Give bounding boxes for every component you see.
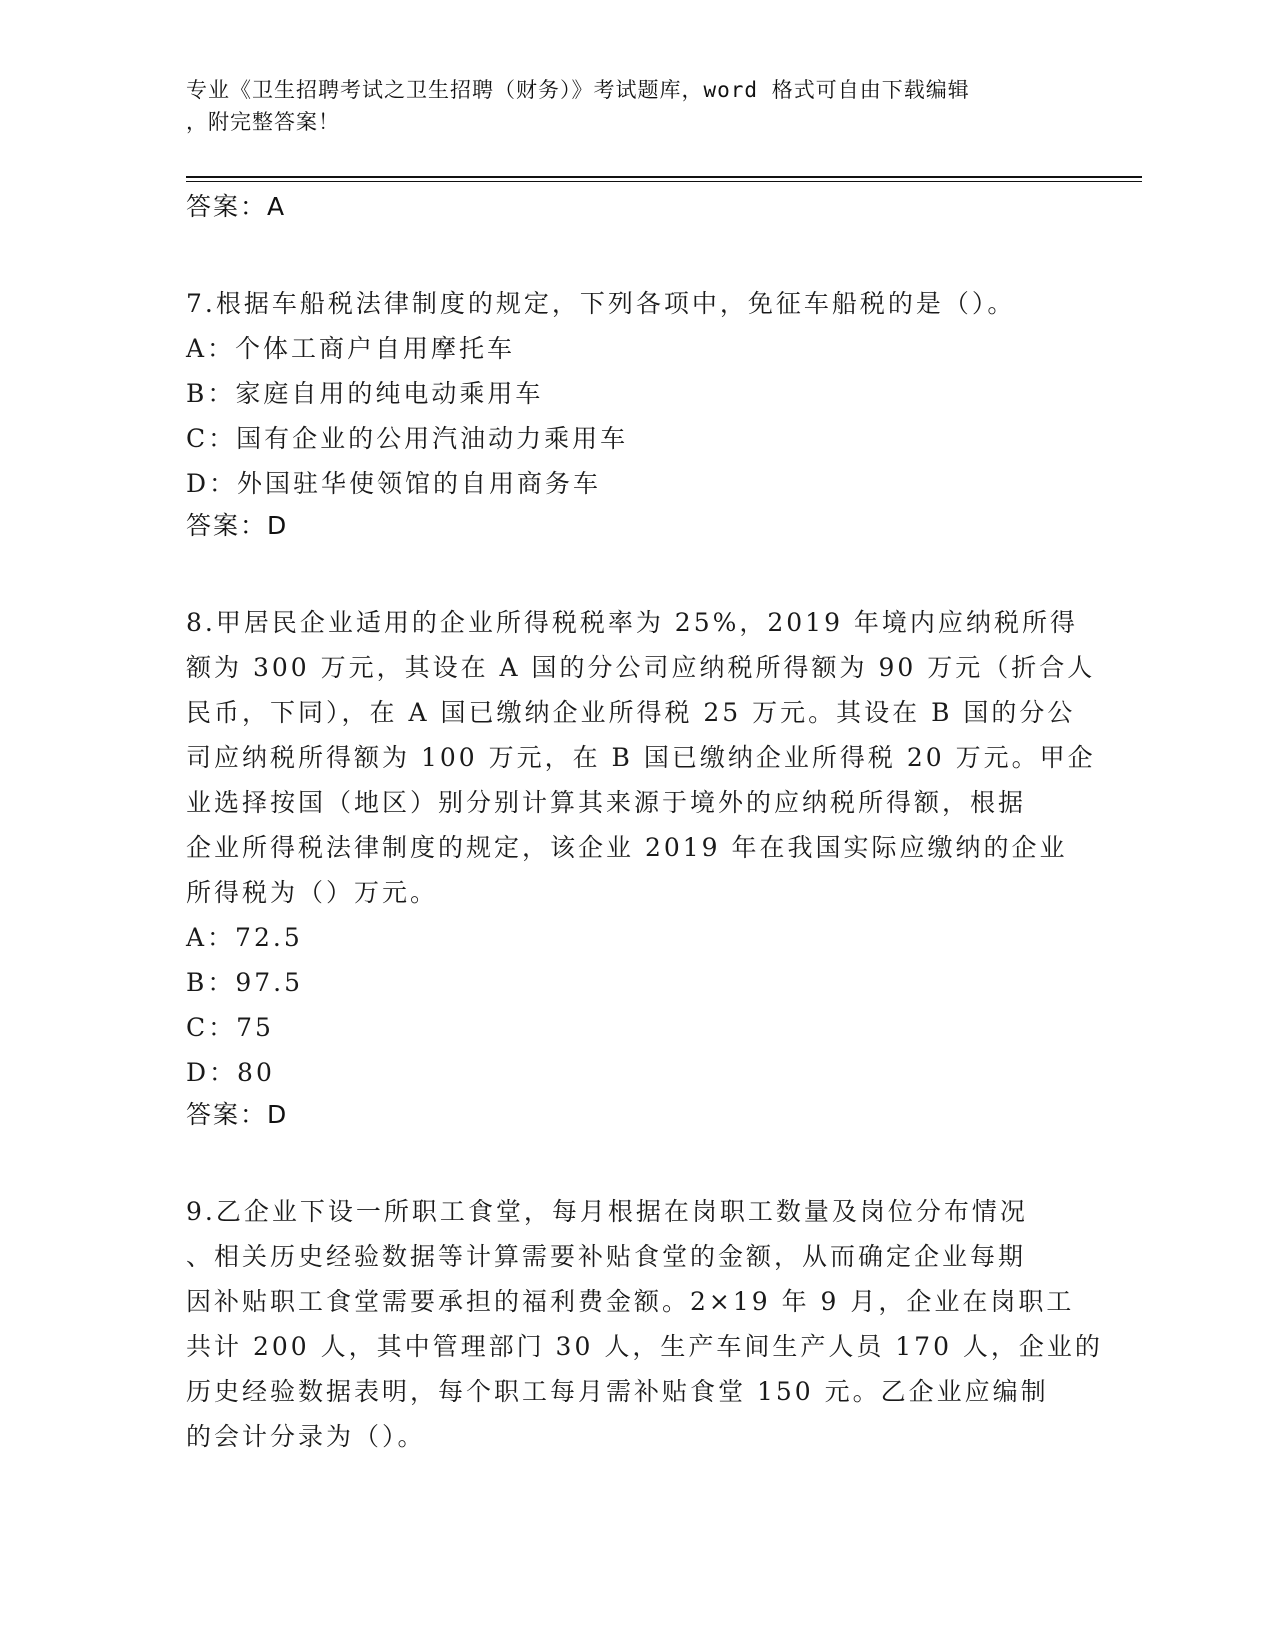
question-stem: 民币，下同），在 A 国已缴纳企业所得税 25 万元。其设在 B 国的分公 — [186, 698, 1076, 727]
option-b: B：家庭自用的纯电动乘用车 — [186, 379, 544, 408]
question-stem: 的会计分录为（）。 — [186, 1422, 426, 1451]
question-stem: 业选择按国（地区）别分别计算其来源于境外的应纳税所得额，根据 — [186, 788, 1027, 817]
question-stem: 、相关历史经验数据等计算需要补贴食堂的金额，从而确定企业每期 — [186, 1242, 1027, 1271]
question-8 — [186, 600, 1096, 1095]
question-7 — [186, 281, 1086, 506]
header-line-1: 专业《卫生招聘考试之卫生招聘（财务）》考试题库，word 格式可自由下载编辑 — [186, 78, 970, 102]
answer-label: 答案：D — [186, 511, 289, 540]
option-a: A：72.5 — [186, 923, 303, 952]
question-stem: 因补贴职工食堂需要承担的福利费金额。2×19 年 9 月，企业在岗职工 — [186, 1287, 1075, 1316]
header-divider-thin — [186, 181, 1142, 182]
question-stem: 历史经验数据表明，每个职工每月需补贴食堂 150 元。乙企业应编制 — [186, 1377, 1049, 1406]
option-b: B：97.5 — [186, 968, 304, 997]
question-stem: 额为 300 万元，其设在 A 国的分公司应纳税所得额为 90 万元（折合人 — [186, 653, 1096, 682]
question-stem: 9.乙企业下设一所职工食堂，每月根据在岗职工数量及岗位分布情况 — [186, 1197, 1028, 1226]
page-header — [186, 74, 1066, 138]
question-stem: 所得税为（）万元。 — [186, 878, 439, 907]
header-divider — [186, 176, 1142, 178]
option-d: D：外国驻华使领馆的自用商务车 — [186, 469, 602, 498]
question-stem: 企业所得税法律制度的规定，该企业 2019 年在我国实际应缴纳的企业 — [186, 833, 1068, 862]
question-stem: 共计 200 人，其中管理部门 30 人，生产车间生产人员 170 人，企业的 — [186, 1332, 1103, 1361]
question-stem: 8.甲居民企业适用的企业所得税税率为 25%，2019 年境内应纳税所得 — [186, 608, 1078, 637]
question-list — [186, 187, 1103, 1459]
option-a: A：个体工商户自用摩托车 — [186, 334, 516, 363]
question-stem: 司应纳税所得额为 100 万元，在 B 国已缴纳企业所得税 20 万元。甲企 — [186, 743, 1096, 772]
option-d: D：80 — [186, 1058, 275, 1087]
answer-label: 答案：D — [186, 1100, 289, 1129]
option-c: C：75 — [186, 1013, 274, 1042]
option-c: C：国有企业的公用汽油动力乘用车 — [186, 424, 629, 453]
question-9 — [186, 1189, 1103, 1459]
header-line-2: ，附完整答案！ — [186, 110, 340, 134]
answer-label: 答案：A — [186, 192, 287, 221]
question-stem: 7.根据车船税法律制度的规定，下列各项中，免征车船税的是（）。 — [186, 289, 1016, 318]
